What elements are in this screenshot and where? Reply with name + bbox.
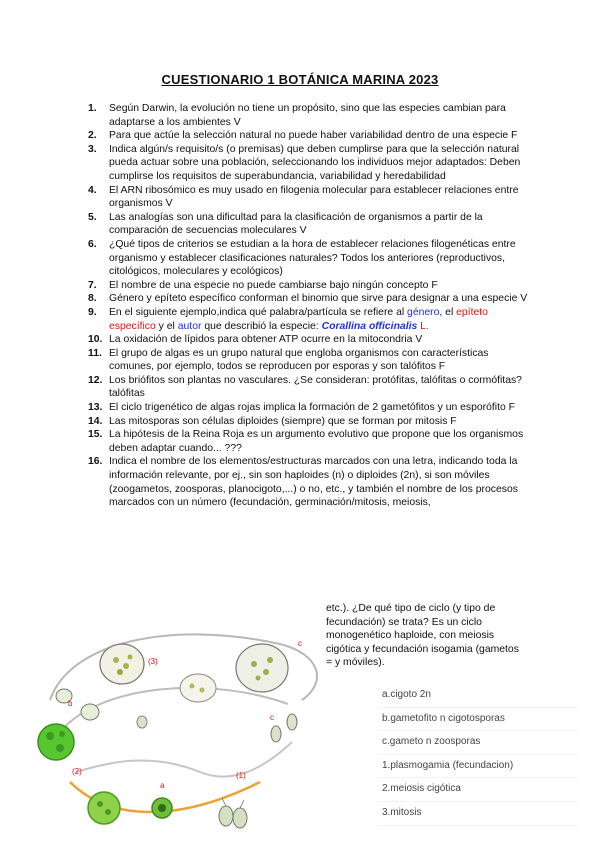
question-list	[88, 102, 528, 510]
question-number: 8.	[88, 293, 97, 305]
question-number: 10.	[88, 334, 103, 346]
question-text: ¿Qué tipos de criterios se estudian a la hora de establecer relaciones filogenéticas entre organismo y establecer clasificaciones naturales? Todos los anteriores (reproductivos, citológicos, moleculares y ecológicos)	[109, 238, 516, 278]
genero-term: género	[407, 306, 440, 318]
answer-item: 1.plasmogamia (fecundacion)	[378, 755, 578, 779]
label-c-bottom: c	[270, 713, 274, 722]
cycle-arc-lower	[76, 742, 292, 777]
question-5	[88, 211, 528, 238]
question-16	[88, 455, 528, 509]
question-text: Las mitosporas son células diploides (siempre) que se forman por mitosis F	[109, 415, 457, 427]
question-text: El ARN ribosómico es muy usado en filogenia molecular para establecer relaciones entre organismos V	[109, 184, 519, 210]
question-4	[88, 184, 528, 211]
answer-item: 3.mitosis	[378, 802, 578, 826]
question-3	[88, 143, 528, 184]
label-process-1: (1)	[236, 771, 246, 780]
answer-item: b.gametofito n cigotosporas	[378, 708, 578, 732]
label-process-2: (2)	[72, 767, 82, 776]
question-7	[88, 279, 528, 293]
question-11	[88, 347, 528, 374]
question-text: y el	[155, 320, 178, 332]
question-13	[88, 401, 528, 415]
species-name: Corallina officinalis	[321, 320, 418, 332]
question-text: Las analogías son una dificultad para la clasificación de organismos a partir de la comparación de secuencias moleculares V	[109, 211, 483, 237]
question-text: Indica el nombre de los elementos/estructuras marcados con una letra, indicando toda la información relevante, por ej., sin son haploides (n) o diploides (2n), si son móviles (zoogametos, zoosporas, planocigoto,...) o no, etc., y también el nombre de los procesos marcados con un número (fecundación, germinación/mitosis, meiosis,	[109, 456, 518, 509]
question-number: 3.	[88, 143, 97, 155]
green-colony-small	[88, 792, 120, 824]
answer-item: a.cigoto 2n	[378, 684, 578, 708]
question-number: 4.	[88, 184, 97, 196]
answer-item: c.gameto n zoosporas	[378, 731, 578, 755]
question-text: Para que actúe la selección natural no puede haber variabilidad dentro de una especie F	[109, 130, 518, 142]
question-number: 5.	[88, 211, 97, 223]
question-text: Indica algún/s requisito/s (o premisas) que deben cumplirse para que la selección natural pueda actuar sobre una población, seleccionando los individuos mejor adaptados: Deben cumplirse los requisitos de superabundancia, variabilidad y heredabilidad	[109, 143, 521, 182]
colony-top	[100, 644, 144, 684]
question-15	[88, 428, 528, 455]
question-number: 2.	[88, 130, 97, 142]
answer-item: 2.meiosis cigótica	[378, 778, 578, 802]
colony-center	[180, 674, 216, 702]
page-title: CUESTIONARIO 1 BOTÁNICA MARINA 2023	[161, 72, 439, 87]
question-text: En el siguiente ejemplo,indica qué palabra/partícula se refiere al	[109, 306, 408, 318]
question-6	[88, 238, 528, 279]
question-text: La oxidación de lípidos para obtener ATP ocurre en la mitocondria V	[109, 334, 423, 346]
question-text: Género y epíteto específico conforman el binomio que sirve para designar a una especie V	[109, 293, 528, 305]
question-2	[88, 129, 528, 143]
question-16-continuation: etc.). ¿De qué tipo de ciclo (y tipo de fecundación) se trata? Es un ciclo monogenético haploide, con meiosis cigótica y fecundación isogamia (gametos = y móviles).	[326, 603, 519, 669]
question-text: , el	[439, 306, 457, 318]
label-c-top: c	[298, 639, 302, 648]
author-initial: L.	[417, 320, 429, 332]
question-text: Los briófitos son plantas no vasculares. ¿Se consideran: protófitas, talófitas o cormófitas? talófitas	[109, 374, 522, 400]
answer-list	[378, 684, 578, 826]
question-14	[88, 415, 528, 429]
question-8	[88, 292, 528, 306]
question-10	[88, 333, 528, 347]
green-colony-large	[38, 724, 74, 760]
question-number: 6.	[88, 238, 97, 250]
question-text: La hipótesis de la Reina Roja es un argumento evolutivo que propone que los organismos deben adaptar cuando... ???	[109, 429, 524, 454]
epiteto-term: epíteto específico	[109, 306, 488, 332]
autor-term: autor	[177, 320, 202, 332]
question-number: 9.	[88, 306, 97, 318]
question-12	[88, 374, 528, 401]
label-process-3: (3)	[148, 657, 158, 666]
label-b: b	[68, 699, 73, 708]
question-number: 14.	[88, 415, 103, 427]
question-text: El nombre de una especie no puede cambiarse bajo ningún concepto F	[109, 279, 438, 291]
question-number: 13.	[88, 402, 103, 414]
question-number: 11.	[88, 347, 102, 359]
zygote	[152, 798, 172, 818]
question-text: El ciclo trigenético de algas rojas implica la formación de 2 gametófitos y un esporófito F	[109, 402, 516, 414]
question-text: El grupo de algas es un grupo natural que engloba organismos con características comunes, por ejemplo, todos se reproducen por esporas y son talófitos F	[109, 347, 489, 373]
question-number: 16.	[88, 456, 103, 468]
question-text: Según Darwin, la evolución no tiene un propósito, sino que las especies cambian para adaptarse a los ambientes V	[109, 103, 506, 128]
question-number: 15.	[88, 429, 103, 441]
label-a: a	[160, 781, 165, 790]
colony-right	[236, 644, 288, 692]
question-1	[88, 102, 528, 129]
question-text: que describió la especie:	[201, 320, 322, 332]
life-cycle-diagram	[30, 622, 330, 842]
question-number: 1.	[88, 103, 97, 114]
question-9	[88, 306, 528, 333]
question-number: 7.	[88, 279, 97, 291]
question-number: 12.	[88, 374, 103, 386]
